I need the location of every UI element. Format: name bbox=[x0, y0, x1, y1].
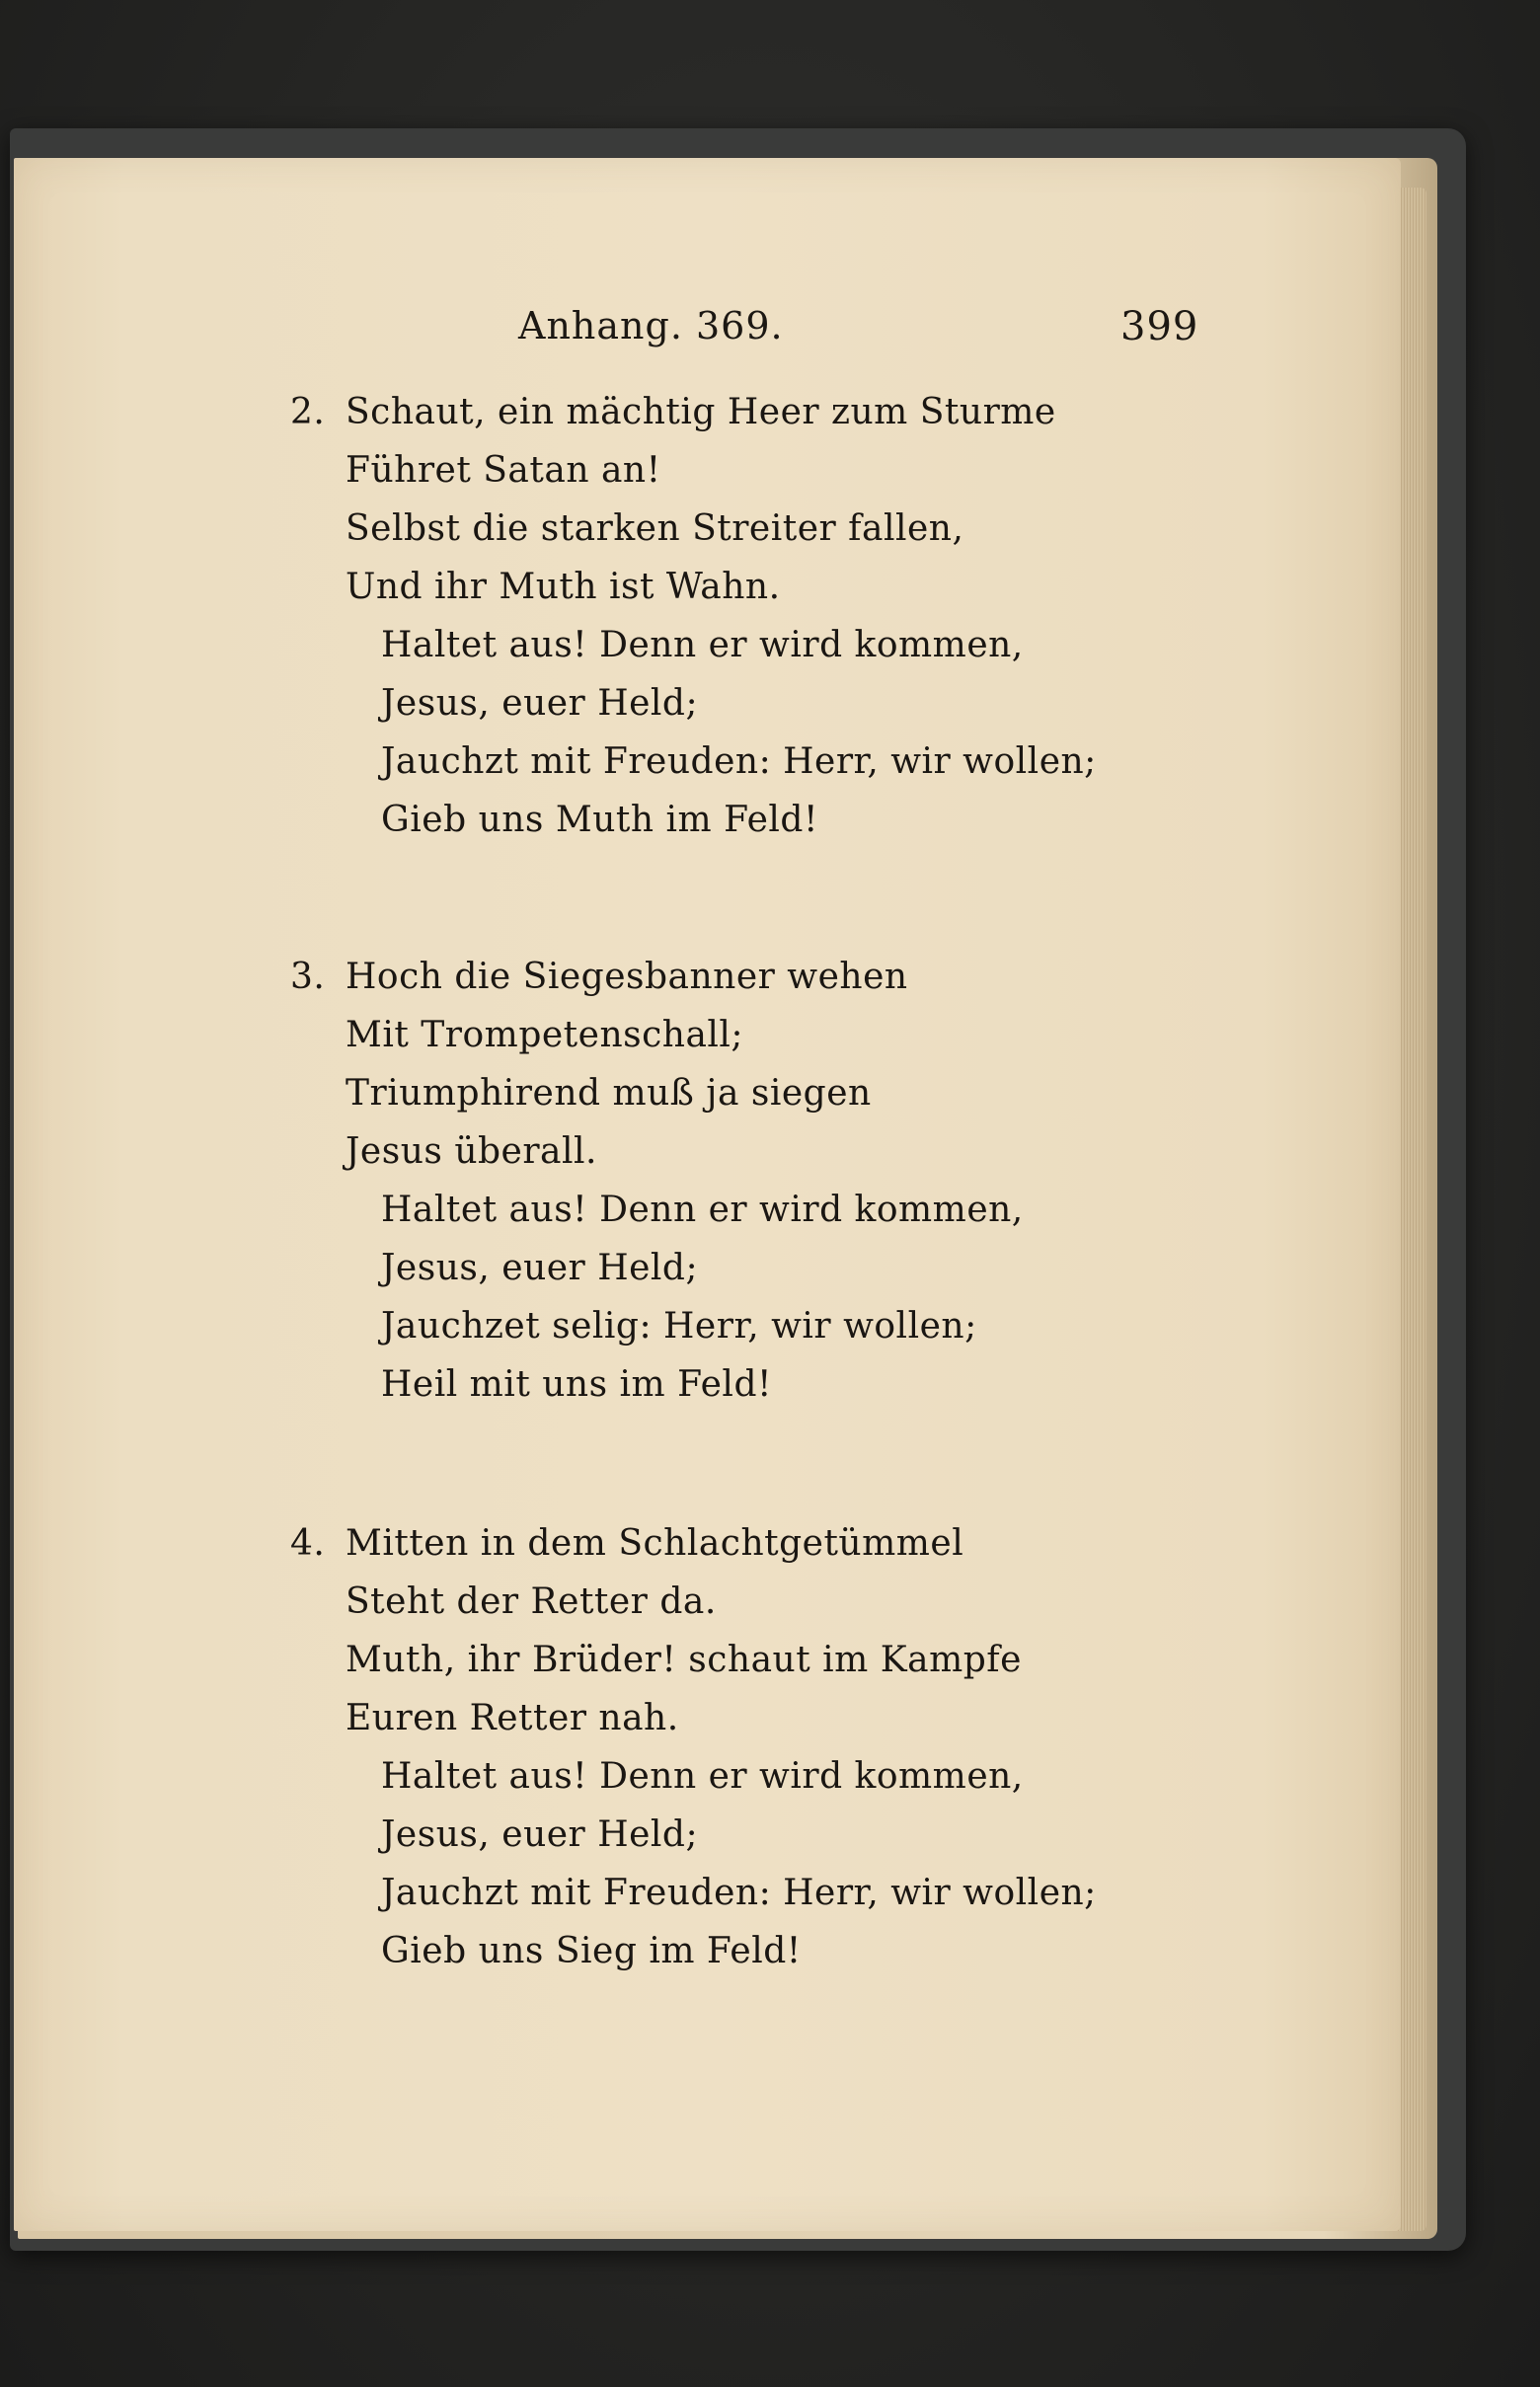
verse-number: 3. bbox=[290, 957, 326, 997]
verse-line: Gieb uns Sieg im Feld! bbox=[381, 1931, 802, 1971]
verse-line: Selbst die starken Streiter fallen, bbox=[346, 508, 964, 549]
verse-line bbox=[290, 383, 1097, 441]
verse-line-text: Hoch die Siegesbanner wehen bbox=[346, 957, 908, 997]
verse-line: Steht der Retter da. bbox=[346, 1581, 717, 1622]
running-header bbox=[0, 304, 1540, 363]
page-number: 399 bbox=[1120, 304, 1199, 349]
verse-line: Jauchzt mit Freuden: Herr, wir wollen; bbox=[381, 1873, 1097, 1913]
verse-3 bbox=[290, 948, 1024, 1414]
verse-line: Führet Satan an! bbox=[346, 450, 661, 491]
verse-line-text: Schaut, ein mächtig Heer zum Sturme bbox=[346, 392, 1056, 432]
verse-line: Jauchzt mit Freuden: Herr, wir wollen; bbox=[381, 741, 1097, 782]
verse-line bbox=[290, 1514, 1097, 1573]
verse-line: Jesus, euer Held; bbox=[381, 1248, 699, 1288]
verse-line: Heil mit uns im Feld! bbox=[381, 1364, 772, 1405]
verse-4 bbox=[290, 1514, 1097, 1980]
verse-line: Und ihr Muth ist Wahn. bbox=[346, 567, 781, 607]
verse-line: Haltet aus! Denn er wird kommen, bbox=[381, 625, 1024, 665]
verse-line: Jauchzet selig: Herr, wir wollen; bbox=[381, 1306, 977, 1347]
verse-line-text: Mitten in dem Schlachtgetümmel bbox=[346, 1523, 964, 1564]
verse-line: Gieb uns Muth im Feld! bbox=[381, 800, 818, 840]
verse-line: Haltet aus! Denn er wird kommen, bbox=[381, 1190, 1024, 1230]
verse-line: Euren Retter nah. bbox=[346, 1698, 679, 1738]
verse-line: Jesus, euer Held; bbox=[381, 1814, 699, 1855]
verse-line: Triumphirend muß ja siegen bbox=[346, 1073, 872, 1114]
header-title: Anhang. 369. bbox=[518, 304, 784, 347]
verse-line bbox=[290, 948, 1024, 1006]
verse-line: Haltet aus! Denn er wird kommen, bbox=[381, 1756, 1024, 1797]
verse-number: 4. bbox=[290, 1523, 326, 1564]
verse-line: Mit Trompetenschall; bbox=[346, 1015, 744, 1055]
verse-line: Muth, ihr Brüder! schaut im Kampfe bbox=[346, 1640, 1022, 1680]
verse-line: Jesus, euer Held; bbox=[381, 683, 699, 724]
verse-2 bbox=[290, 383, 1097, 849]
verse-line: Jesus überall. bbox=[346, 1131, 597, 1172]
verse-number: 2. bbox=[290, 392, 326, 432]
